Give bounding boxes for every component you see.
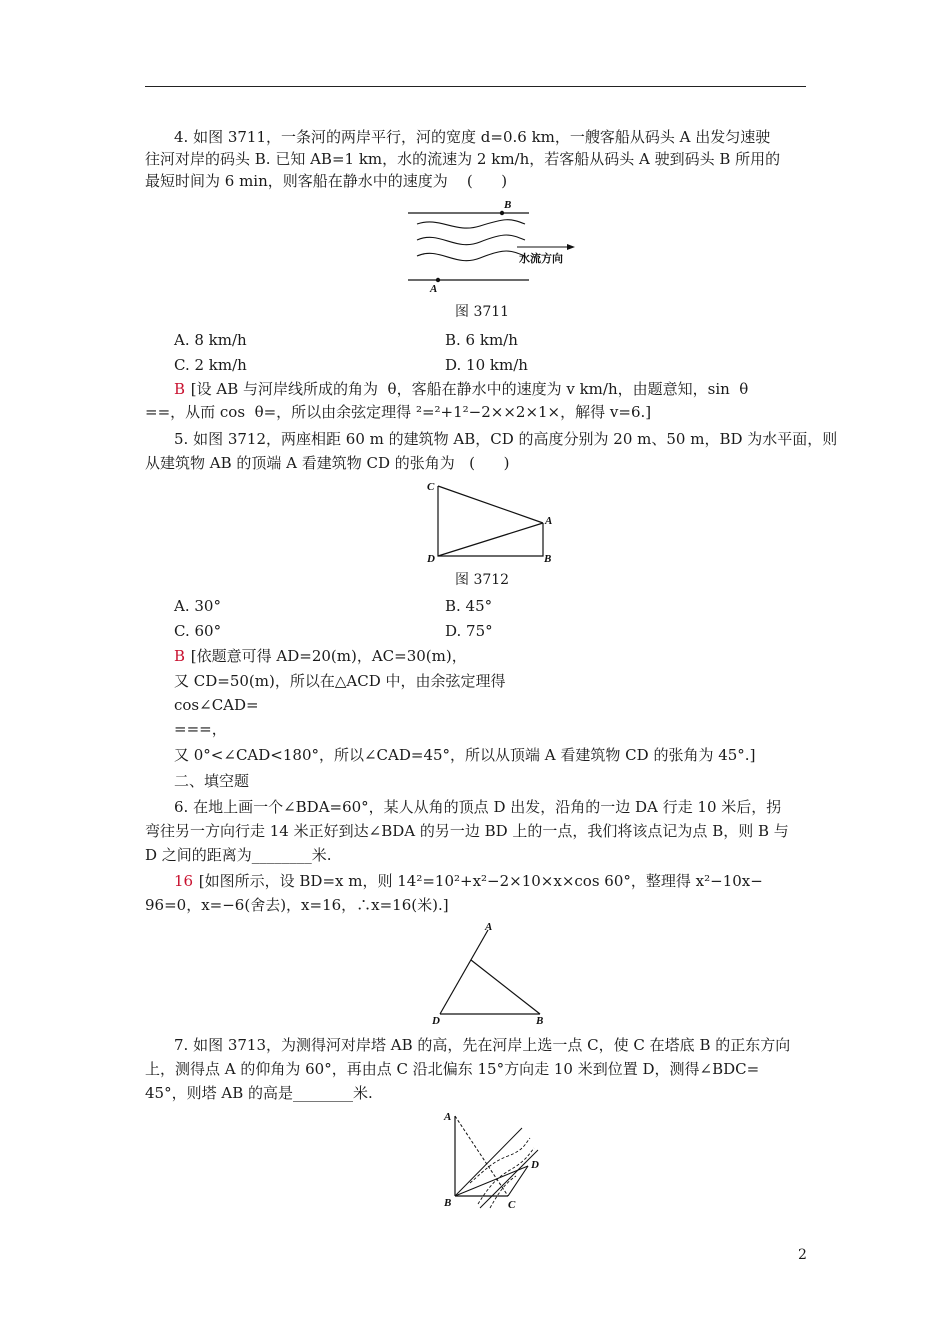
q5-label-c: C (427, 481, 435, 493)
q6-line-1: 6. 在地上画一个∠BDA=60°，某人从角的顶点 D 出发，沿角的一边 DA 行走 10 米后，拐 (174, 798, 782, 816)
q5-option-a: A. 30° (174, 597, 221, 615)
q4-line-2: 往河对岸的码头 B. 已知 AB=1 km，水的流速为 2 km/h，若客船从码头 A 驶到码头 B 所用的 (145, 150, 781, 168)
q6-line-2: 弯往另一方向行走 14 米正好到达∠BDA 的另一边 BD 上的一点，我们将该点记为点 B，则 B 与 (145, 822, 789, 840)
q6-line-3: D 之间的距离为________米. (145, 846, 332, 864)
q4-option-d: D. 10 km/h (445, 356, 528, 374)
q7-line-1: 7. 如图 3713，为测得河对岸塔 AB 的高，先在河岸上选一点 C，使 C 在塔底 B 的正东方向 (174, 1036, 791, 1054)
q4-label-b: B (504, 199, 512, 211)
figure-3712-caption: 图 3712 (455, 572, 510, 588)
q7-label-b: B (444, 1197, 452, 1209)
q5-solution-3: cos∠CAD= (174, 696, 259, 714)
q4-line-3: 最短时间为 6 min，则客船在静水中的速度为 ( ) (145, 172, 508, 190)
q4-option-b: B. 6 km/h (445, 331, 518, 349)
q6-label-b: B (536, 1015, 544, 1027)
page-number: 2 (798, 1247, 807, 1263)
q7-line-3: 45°，则塔 AB 的高是________米. (145, 1084, 373, 1102)
q5-option-b: B. 45° (445, 597, 493, 615)
figure-q6-triangle (428, 920, 558, 1027)
q5-solution-4: ===， (174, 720, 227, 738)
q4-solution-2: ==，从而 cos θ=，所以由余弦定理得 ²=²+1²−2××2×1×，解得 v=6.] (145, 403, 652, 421)
q6-label-a: A (485, 921, 493, 933)
figure-3711-caption: 图 3711 (455, 304, 510, 320)
q4-answer-letter: B (174, 380, 186, 398)
q6-label-d: D (432, 1015, 440, 1027)
q7-label-d: D (531, 1159, 539, 1171)
figure-3712 (425, 478, 565, 564)
q4-option-a: A. 8 km/h (174, 331, 247, 349)
q5-label-b: B (544, 553, 552, 565)
q7-line-2: 上，测得点 A 的仰角为 60°，再由点 C 沿北偏东 15°方向走 10 米到位置 D，测得∠BDC= (145, 1060, 760, 1078)
header-rule (145, 86, 806, 87)
q5-line-1: 5. 如图 3712，两座相距 60 m 的建筑物 AB，CD 的高度分别为 20 m、50 m，BD 为水平面，则 (174, 430, 838, 448)
q5-solution-1: [依题意可得 AD=20(m)，AC=30(m)， (186, 647, 467, 665)
q6-solution-1: [如图所示，设 BD=x m，则 14²=10²+x²−2×10×x×cos 60°，整理得 x²−10x− (194, 872, 763, 890)
q5-option-d: D. 75° (445, 622, 493, 640)
q7-label-a: A (444, 1111, 452, 1123)
flow-direction-label: 水流方向 (519, 253, 563, 265)
figure-3713 (440, 1108, 550, 1216)
q5-solution-5: 又 0°<∠CAD<180°，所以∠CAD=45°，所以从顶端 A 看建筑物 CD 的张角为 45°.] (174, 746, 756, 764)
q6-answer: 16 (174, 872, 194, 890)
figure-3711 (405, 196, 585, 294)
q5-answer-letter: B (174, 647, 186, 665)
q5-label-d: D (427, 553, 435, 565)
q4-option-c: C. 2 km/h (174, 356, 247, 374)
q4-solution-1: [设 AB 与河岸线所成的角为 θ，客船在静水中的速度为 v km/h，由题意知，sin θ (186, 380, 749, 398)
section-heading: 二、填空题 (174, 772, 250, 790)
q5-line-2: 从建筑物 AB 的顶端 A 看建筑物 CD 的张角为 ( ) (145, 454, 510, 472)
q6-solution-2: 96=0，x=−6(舍去)，x=16，∴x=16(米).] (145, 896, 449, 914)
q7-label-c: C (508, 1199, 516, 1211)
q5-solution-2: 又 CD=50(m)，所以在△ACD 中，由余弦定理得 (174, 672, 506, 690)
q5-label-a: A (545, 515, 553, 527)
q5-option-c: C. 60° (174, 622, 222, 640)
q4-line-1: 4. 如图 3711，一条河的两岸平行，河的宽度 d=0.6 km，一艘客船从码头 A 出发匀速驶 (174, 128, 771, 146)
q4-label-a: A (430, 283, 438, 295)
